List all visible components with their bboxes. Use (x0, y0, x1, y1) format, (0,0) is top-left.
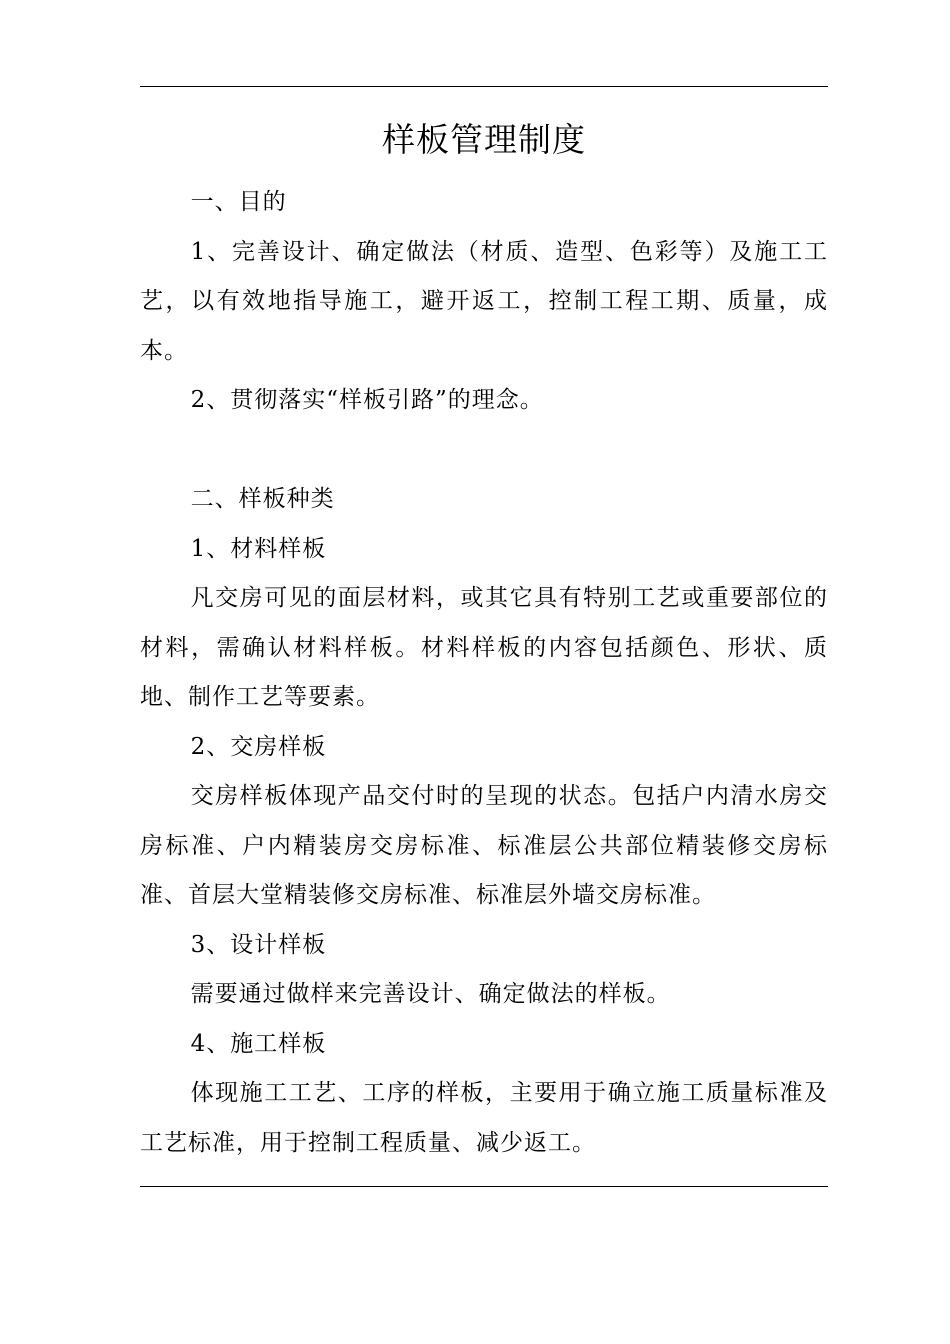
paragraph-material-sample: 凡交房可见的面层材料，或其它具有特别工艺或重要部位的材料，需确认材料样板。材料样板的内容包括颜色、形状、质地、制作工艺等要素。 (140, 585, 828, 710)
section-heading-purpose: 一、目的 (190, 189, 287, 215)
header-rule (140, 86, 828, 87)
document-body (140, 178, 828, 1168)
document-title: 样板管理制度 (382, 120, 586, 159)
section-heading-types: 二、样板种类 (190, 486, 335, 512)
subheading-design-sample: 3、设计样板 (190, 931, 327, 958)
paragraph-purpose-2: 2、贯彻落实“样板引路”的理念。 (190, 387, 544, 413)
paragraph-design-sample: 需要通过做样来完善设计、确定做法的样板。 (190, 981, 671, 1007)
subheading-handover-sample: 2、交房样板 (190, 733, 327, 760)
subheading-construction-sample: 4、施工样板 (190, 1030, 327, 1057)
paragraph-construction-sample: 体现施工工艺、工序的样板，主要用于确立施工质量标准及工艺标准，用于控制工程质量、减少返工。 (140, 1080, 828, 1156)
blank-line (140, 426, 828, 476)
paragraph-purpose-1: 1、完善设计、确定做法（材质、造型、色彩等）及施工工艺，以有效地指导施工，避开返工，控制工程工期、质量，成本。 (140, 238, 828, 364)
paragraph-handover-sample: 交房样板体现产品交付时的呈现的状态。包括户内清水房交房标准、户内精装房交房标准、标准层公共部位精装修交房标准、首层大堂精装修交房标准、标准层外墙交房标准。 (140, 783, 828, 908)
footer-rule (140, 1186, 828, 1187)
subheading-material-sample: 1、材料样板 (190, 535, 327, 562)
document-page (140, 0, 828, 1344)
